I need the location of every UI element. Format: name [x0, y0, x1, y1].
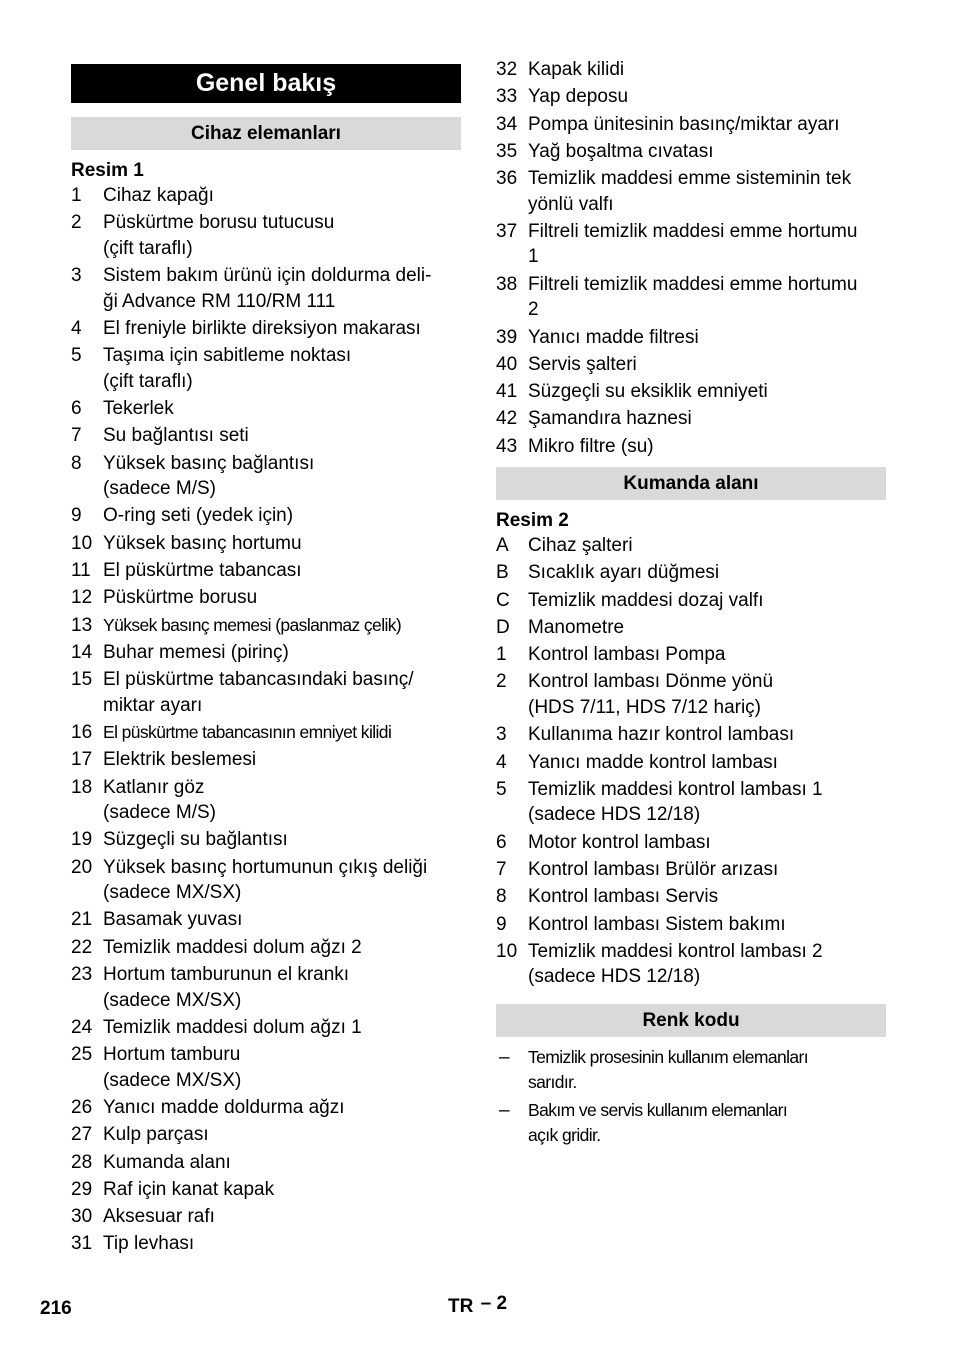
item-number: 7	[71, 425, 82, 447]
item-number: 34	[496, 113, 518, 135]
list-item	[71, 585, 461, 611]
item-number: 12	[71, 587, 93, 609]
item-text: Filtreli temizlik maddesi emme hortumu 1	[528, 220, 858, 268]
list-item	[496, 139, 886, 165]
item-text: Pompa ünitesinin basınç/miktar ayarı	[528, 113, 840, 135]
page-number: 216	[40, 1298, 72, 1319]
list-item	[496, 434, 886, 460]
item-number: 35	[496, 140, 518, 162]
list-item	[71, 396, 461, 422]
item-text: Kontrol lambası Servis	[528, 886, 719, 908]
item-text: Püskürtme borusu	[103, 587, 258, 609]
list-item	[71, 613, 461, 639]
item-number: –	[499, 1047, 510, 1068]
item-number: 1	[71, 185, 82, 206]
item-number: 7	[496, 858, 507, 880]
item-number: 13	[71, 614, 93, 636]
item-text: Tekerlek	[103, 397, 174, 419]
item-text: Temizlik maddesi emme sisteminin tek yönlü valfı	[528, 168, 852, 215]
item-text: Püskürtme borusu tutucusu (çift taraflı)	[103, 212, 335, 259]
item-text: Süzgeçli su bağlantısı	[103, 829, 288, 851]
item-text: Sistem bakım ürünü için doldurma deli- ği Advance RM 110/RM 111	[103, 265, 432, 312]
item-number: 2	[496, 671, 507, 693]
item-number: 24	[71, 1016, 93, 1038]
item-number: 4	[496, 751, 507, 773]
item-text: Temizlik maddesi kontrol lambası 2 (sadece HDS 12/18)	[528, 940, 823, 988]
item-text: Manometre	[528, 616, 625, 638]
list-item	[496, 642, 886, 668]
item-number: 28	[71, 1151, 93, 1173]
section-heading-kumanda: Kumanda alanı	[496, 467, 886, 500]
list-item	[496, 57, 886, 83]
page-title: Genel bakış	[71, 64, 461, 103]
list-item	[71, 667, 461, 718]
item-number: 19	[71, 829, 93, 851]
item-number: 5	[71, 345, 82, 367]
item-number: 6	[496, 831, 507, 853]
item-number: 8	[71, 452, 82, 474]
item-number: 21	[71, 909, 93, 931]
item-text: Filtreli temizlik maddesi emme hortumu 2	[528, 273, 858, 321]
language-code: TR	[448, 1296, 474, 1317]
item-text: Yağ boşaltma cıvatası	[528, 140, 714, 162]
item-number: 43	[496, 435, 518, 457]
list-item	[496, 669, 886, 720]
control-panel-list	[496, 533, 886, 992]
list-item	[496, 219, 886, 270]
list-item	[496, 112, 886, 138]
list-item	[71, 263, 461, 314]
list-item	[71, 1015, 461, 1041]
item-number: 41	[496, 381, 518, 403]
section-number: – 2	[480, 1293, 508, 1314]
list-item	[71, 343, 461, 394]
item-text: Hortum tamburunun el krankı (sadece MX/SX)	[103, 964, 350, 1011]
item-text: Cihaz kapağı	[103, 185, 214, 206]
item-text: Temizlik maddesi dolum ağzı 1	[103, 1016, 362, 1038]
item-number: 15	[71, 669, 93, 691]
list-item	[71, 558, 461, 584]
item-number: 5	[496, 778, 507, 800]
item-number: 32	[496, 59, 518, 80]
item-number: 37	[496, 220, 518, 242]
item-number: 3	[496, 724, 507, 746]
item-text: Yüksek basınç hortumu	[103, 532, 302, 554]
list-item	[496, 166, 886, 217]
item-text: Temizlik maddesi dolum ağzı 2	[103, 936, 362, 958]
list-item	[71, 1122, 461, 1148]
item-number: 22	[71, 936, 93, 958]
list-item	[496, 1098, 886, 1148]
item-number: 10	[71, 532, 93, 554]
list-item	[496, 722, 886, 748]
list-item	[496, 272, 886, 323]
list-item	[496, 750, 886, 776]
item-text: Elektrik beslemesi	[103, 749, 257, 771]
list-item	[71, 1150, 461, 1176]
item-number: 18	[71, 776, 93, 798]
item-number: 30	[71, 1206, 93, 1228]
item-number: 4	[71, 317, 82, 339]
list-item	[496, 560, 886, 586]
list-item	[71, 1042, 461, 1093]
list-item	[496, 1045, 886, 1095]
list-item	[71, 183, 461, 209]
item-text: Servis şalteri	[528, 353, 637, 375]
item-number: 33	[496, 86, 518, 108]
item-text: Süzgeçli su eksiklik emniyeti	[528, 381, 768, 403]
list-item	[496, 884, 886, 910]
subheading-resim-2: Resim 2	[496, 510, 569, 531]
item-text: Katlanır göz (sadece M/S)	[103, 776, 216, 824]
item-text: Kulp parçası	[103, 1124, 209, 1146]
list-item	[71, 451, 461, 502]
list-item	[71, 747, 461, 773]
list-item	[71, 423, 461, 449]
item-text: Motor kontrol lambası	[528, 831, 711, 853]
language-marker	[448, 1293, 508, 1318]
item-text: Kumanda alanı	[103, 1151, 231, 1173]
item-text: O-ring seti (yedek için)	[103, 505, 294, 527]
item-number: A	[496, 535, 509, 556]
item-text: Yanıcı madde filtresi	[528, 326, 699, 348]
item-number: 26	[71, 1096, 93, 1118]
item-text: Yap deposu	[528, 86, 629, 108]
list-item	[71, 907, 461, 933]
item-text: Yüksek basınç bağlantısı (sadece M/S)	[103, 452, 315, 500]
item-number: 9	[496, 913, 507, 935]
list-item	[71, 775, 461, 826]
list-item	[496, 615, 886, 641]
item-text: Cihaz şalteri	[528, 535, 633, 556]
item-number: 14	[71, 641, 93, 663]
section-heading-cihaz: Cihaz elemanları	[71, 117, 461, 150]
item-number: 8	[496, 886, 507, 908]
item-text: Kontrol lambası Pompa	[528, 644, 726, 666]
item-text: Yanıcı madde kontrol lambası	[528, 751, 778, 773]
item-text: Temizlik maddesi dozaj valfı	[528, 589, 764, 611]
item-number: C	[496, 589, 510, 611]
item-text: Temizlik maddesi kontrol lambası 1 (sadece HDS 12/18)	[528, 778, 823, 826]
item-number: 25	[71, 1044, 93, 1066]
item-text: Taşıma için sabitleme noktası (çift taraflı)	[103, 345, 352, 392]
list-item	[71, 962, 461, 1013]
item-text: Kontrol lambası Dönme yönü (HDS 7/11, HDS 7/12 hariç)	[528, 671, 774, 718]
item-text: Yanıcı madde doldurma ağzı	[103, 1096, 345, 1118]
item-number: 40	[496, 353, 518, 375]
list-item	[496, 352, 886, 378]
item-number: 23	[71, 964, 93, 986]
item-text: Aksesuar rafı	[103, 1206, 215, 1228]
item-number: 36	[496, 168, 518, 190]
item-text: Tip levhası	[103, 1233, 195, 1255]
item-number: 2	[71, 212, 82, 234]
item-number: –	[499, 1100, 510, 1121]
item-number: 6	[71, 397, 82, 419]
item-text: Sıcaklık ayarı düğmesi	[528, 562, 720, 584]
item-text: Kontrol lambası Brülör arızası	[528, 858, 779, 880]
subheading-resim-1: Resim 1	[71, 160, 144, 181]
item-number: 38	[496, 273, 518, 295]
item-number: 31	[71, 1233, 93, 1255]
item-number: 16	[71, 721, 93, 743]
item-number: 3	[71, 265, 82, 287]
item-number: 10	[496, 940, 518, 962]
item-text: Yüksek basınç memesi (paslanmaz çelik)	[103, 614, 402, 635]
list-item	[496, 406, 886, 432]
list-item	[496, 533, 886, 559]
item-number: 42	[496, 408, 518, 430]
item-number: D	[496, 616, 510, 638]
component-list-left	[71, 183, 461, 1259]
item-text: Hortum tamburu (sadece MX/SX)	[103, 1044, 242, 1091]
item-number: 9	[71, 505, 82, 527]
item-number: 11	[71, 559, 91, 581]
item-number: 1	[496, 644, 507, 666]
item-text: Yüksek basınç hortumunun çıkış deliği (sadece MX/SX)	[103, 856, 428, 904]
list-item	[496, 325, 886, 351]
item-text: Basamak yuvası	[103, 909, 243, 931]
item-text: Kullanıma hazır kontrol lambası	[528, 724, 795, 746]
list-item	[496, 857, 886, 883]
item-text: Şamandıra haznesi	[528, 408, 692, 430]
list-item	[71, 720, 461, 746]
list-item	[496, 777, 886, 828]
list-item	[71, 827, 461, 853]
list-item	[71, 855, 461, 906]
list-item	[496, 84, 886, 110]
list-item	[496, 588, 886, 614]
list-item	[496, 830, 886, 856]
item-text: El püskürtme tabancası	[103, 559, 302, 581]
item-text: Temizlik prosesinin kullanım elemanları sarıdır.	[528, 1047, 809, 1092]
color-code-list	[496, 1045, 886, 1151]
item-text: Kontrol lambası Sistem bakımı	[528, 913, 786, 935]
list-item	[71, 531, 461, 557]
item-text: Mikro filtre (su)	[528, 435, 654, 457]
item-text: Su bağlantısı seti	[103, 425, 249, 447]
item-text: El püskürtme tabancasındaki basınç/ miktar ayarı	[103, 669, 414, 716]
item-text: Buhar memesi (pirinç)	[103, 641, 289, 663]
list-item	[71, 1204, 461, 1230]
section-heading-renk: Renk kodu	[496, 1004, 886, 1037]
list-item	[496, 379, 886, 405]
list-item	[71, 1177, 461, 1203]
item-text: Raf için kanat kapak	[103, 1178, 275, 1200]
item-number: 27	[71, 1124, 93, 1146]
component-list-right	[496, 57, 886, 461]
list-item	[496, 912, 886, 938]
item-text: El püskürtme tabancasının emniyet kilidi	[103, 721, 392, 742]
list-item	[71, 503, 461, 529]
item-number: 39	[496, 326, 518, 348]
item-text: El freniyle birlikte direksiyon makarası	[103, 317, 421, 339]
item-number: 17	[71, 749, 93, 771]
item-number: 29	[71, 1178, 93, 1200]
list-item	[496, 939, 886, 990]
item-number: 20	[71, 856, 93, 878]
list-item	[71, 640, 461, 666]
list-item	[71, 316, 461, 342]
item-text: Kapak kilidi	[528, 59, 625, 80]
item-number: B	[496, 562, 509, 584]
list-item	[71, 935, 461, 961]
list-item	[71, 1095, 461, 1121]
item-text: Bakım ve servis kullanım elemanları açık gridir.	[528, 1100, 788, 1145]
list-item	[71, 1231, 461, 1257]
list-item	[71, 210, 461, 261]
